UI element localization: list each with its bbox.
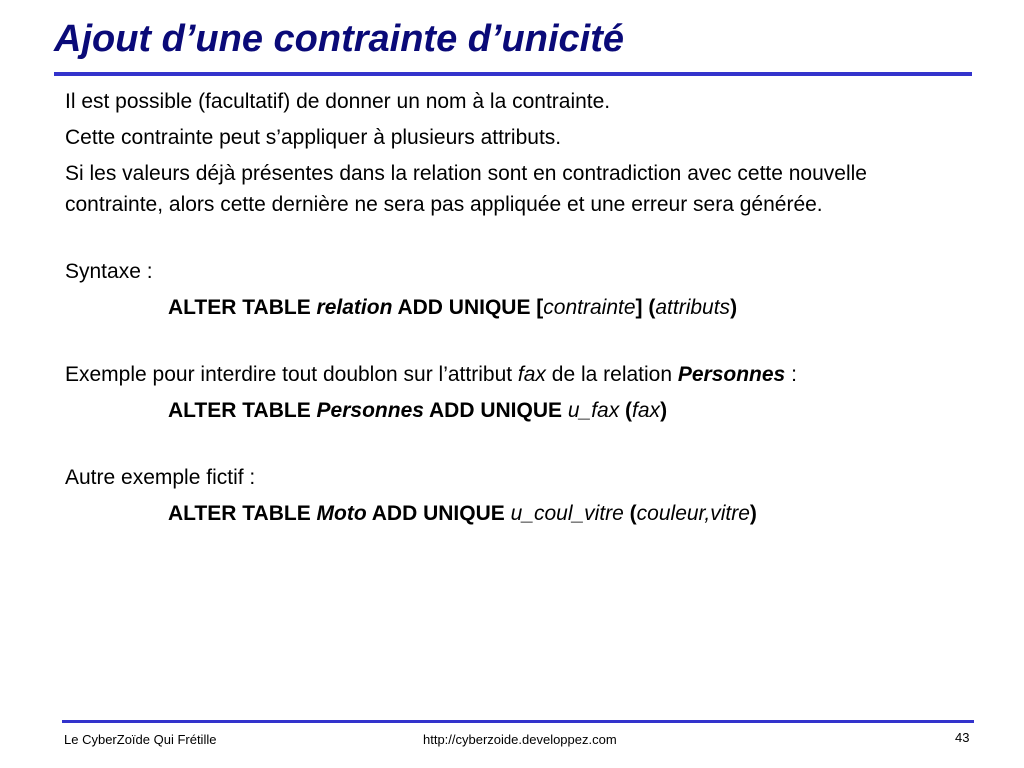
example1-intro xyxy=(65,359,965,390)
example1-code-relation: Personnes xyxy=(316,399,424,422)
syntax-keyword-add-unique: ADD UNIQUE [ xyxy=(392,296,544,319)
syntax-code-line xyxy=(65,292,965,323)
example1-paren-open: ( xyxy=(619,399,633,422)
example1-attribute: fax xyxy=(517,363,546,386)
example1-keyword-add-unique: ADD UNIQUE xyxy=(423,399,568,422)
example2-code-constraint: u_coul_vitre xyxy=(510,502,624,525)
paragraph-optional-name: Il est possible (facultatif) de donner un nom à la contrainte. xyxy=(65,90,611,113)
title-divider xyxy=(54,72,972,76)
example2-code-line xyxy=(65,498,965,529)
example2-code-attributes: couleur,vitre xyxy=(636,502,750,525)
page-number: 43 xyxy=(955,730,970,745)
syntax-keyword-alter-table: ALTER TABLE xyxy=(168,296,317,319)
footer-author: Le CyberZoïde Qui Frétille xyxy=(64,732,217,747)
example1-mid: de la relation xyxy=(545,363,678,386)
footer-divider xyxy=(62,720,974,723)
footer-url: http://cyberzoide.developpez.com xyxy=(423,732,617,747)
paragraph-multiple-attributes: Cette contrainte peut s’appliquer à plusieurs attributs. xyxy=(65,126,562,149)
example1-code-attributes: fax xyxy=(632,399,661,422)
example2-keyword-alter-table: ALTER TABLE xyxy=(168,502,317,525)
slide-title: Ajout d’une contrainte d’unicité xyxy=(54,18,624,60)
example1-prefix: Exemple pour interdire tout doublon sur l’attribut xyxy=(65,363,518,386)
example1-paren-close: ) xyxy=(660,399,668,422)
syntax-constraint: contrainte xyxy=(543,296,636,319)
example1-code-line xyxy=(65,395,965,426)
example2-intro: Autre exemple fictif : xyxy=(65,466,256,489)
example2-paren-open: ( xyxy=(623,502,637,525)
example2-code-relation: Moto xyxy=(316,502,367,525)
example1-relation: Personnes xyxy=(677,363,786,386)
syntax-bracket-close: ] ( xyxy=(635,296,656,319)
syntax-attributes: attributs xyxy=(655,296,731,319)
example2-paren-close: ) xyxy=(749,502,757,525)
syntax-relation: relation xyxy=(316,296,393,319)
example2-keyword-add-unique: ADD UNIQUE xyxy=(366,502,511,525)
slide-body xyxy=(65,86,965,529)
example1-code-constraint: u_fax xyxy=(567,399,620,422)
example1-suffix: : xyxy=(785,363,797,386)
example1-keyword-alter-table: ALTER TABLE xyxy=(168,399,317,422)
paragraph-contradiction: Si les valeurs déjà présentes dans la relation sont en contradiction avec cette nouvelle contrainte, alors cette dernière ne sera pas appliquée et une erreur sera générée. xyxy=(65,162,867,216)
syntax-label: Syntaxe : xyxy=(65,260,153,283)
syntax-paren-close: ) xyxy=(730,296,738,319)
